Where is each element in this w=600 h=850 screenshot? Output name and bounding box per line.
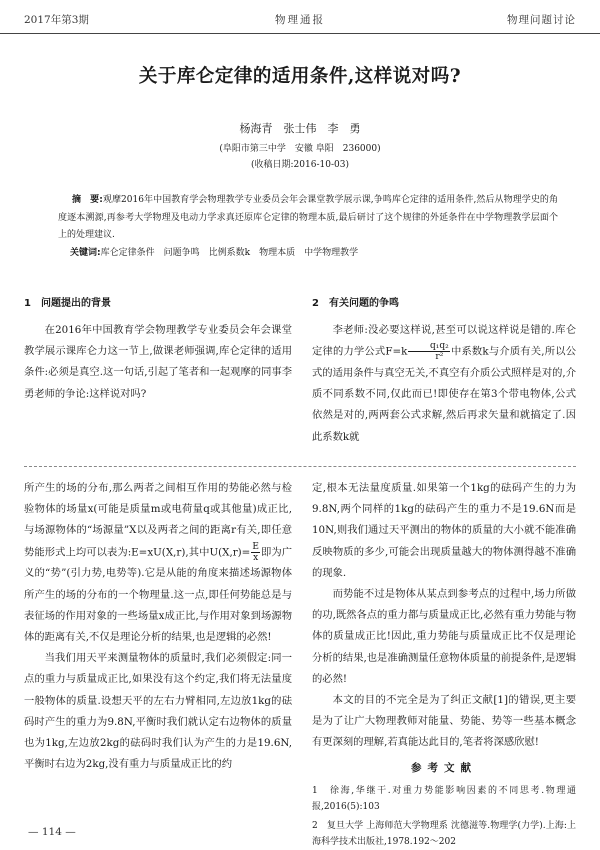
page-number: — 114 — [28, 826, 76, 838]
section-2-body [312, 320, 576, 448]
received-date: (收稿日期:2016-10-03) [251, 160, 349, 170]
abstract-text: 观摩2016年中国教育学会物理教学专业委员会年会课堂教学展示课,争鸣库仑定律的适用条件,然后从物理学史的角度逐本溯源,再参考大学物理及电动力学求真还原库仑定律的物理本质,最后研讨了这个规律的外延条件在中学物理教学层面个上的处理建议. [58, 195, 558, 240]
authors: 杨海青 张士伟 李 勇 [239, 122, 361, 135]
section-1-heading: 1 问题提出的背景 [24, 298, 111, 309]
reference-item: 2 复旦大学 上海师范大学物理系 沈德滋等.物理学(力学).上海:上海科学技术出版社,1978.192～202 [312, 820, 576, 847]
potential-paragraph [24, 478, 292, 648]
conclusion-paragraph: 本文的目的不完全是为了纠正文献[1]的错误,更主要是为了让广大物理教师对能量、势能、势等一些基本概念有更深刻的理解,若真能达此目的,笔者将深感欣慰! [312, 694, 576, 749]
references-heading: 参考文献 [411, 761, 477, 774]
affiliation: (阜阳市第三中学 安徽 阜阳 236000) [219, 144, 381, 154]
keywords [70, 245, 560, 258]
section-1-body [24, 320, 292, 405]
lower-left-column [24, 478, 292, 775]
article-title: 关于库仑定律的适用条件,这样说对吗? [138, 66, 462, 87]
potential-energy-paragraph: 而势能不过是物体从某点到参考点的过程中,场力所做的功,既然各点的重力都与质量成正比,必然有重力势能与物体的质量成正比!因此,重力势能与质量成正比不仅是理论分析的结果,也是准确测量任意物体质量的前提条件,是逻辑的必然! [312, 588, 576, 685]
journal-name: 物理通报 [275, 14, 325, 26]
section-2-paragraph [312, 320, 576, 448]
mass-paragraph: 定,根本无法量度质量.如果第一个1kg的砝码产生的力为9.8N,两个同样的1kg的砝码产生的重力不是19.6N而是10N,则我们通过天平测出的物体的质量的大小就不能准确反映物质的多少,可能会出现质量越大的物体测得越不准确的现象. [312, 482, 576, 579]
potential-denominator: x [253, 552, 259, 563]
fraction-denominator: r² [435, 352, 444, 363]
potential-text-b: 即为广义的“势”(引力势,电势等).它是从能的角度来描述场源物体所产生的场的分布的一个物理量.这一点,即任何势能总是与表征场的作用对象的一些场量x成正比,与作用对象到场源物体的距离有关,不仅是理论分析的结果,也是逻辑的必然! [24, 546, 293, 643]
header-rule [0, 33, 600, 34]
section-2-heading: 2 有关问题的争鸣 [312, 298, 399, 309]
lower-right-column [312, 478, 576, 850]
abstract [58, 192, 558, 245]
section-1-paragraph: 在2016年中国教育学会物理教学专业委员会年会课堂教学展示课库仑力这一节上,做课老师强调,库仑定律的适用条件:必须是真空.这一句话,引起了笔者和一起观摩的同事李勇老师的争论:这样说对吗? [24, 324, 292, 400]
potential-text-a: 所产生的场的分布,那么两者之间相互作用的势能必然与检验物体的场量x(可能是质量m或电荷量q或其他量)成正比,与场源物体的“场源量”X以及两者之间的距离r有关,即任意势能形式上均可以表为:E=xU(X,r),其中U(X,r)= [24, 482, 292, 559]
section-2-text-b: 中系数k与介质有关,所以公式的适用条件与真空无关,不真空有介质公式照样是对的,介质不同系数不同,仅此而已!即使存在第3个带电物体,公式依然是对的,两两套公式求解,然后再求矢量和就搞定了.因此系数k就 [312, 345, 577, 443]
abstract-label: 摘 要: [72, 195, 103, 205]
fraction-numerator: q₁q₂ [408, 341, 449, 352]
coulomb-fraction [408, 341, 449, 362]
keywords-label: 关键词: [70, 248, 101, 258]
section-label: 物理问题讨论 [507, 14, 576, 26]
balance-paragraph: 当我们用天平来测量物体的质量时,我们必须假定:同一点的重力与质量成正比,如果没有这个约定,我们将无法量度一般物体的质量.设想天平的左右力臂相同,左边放1kg的砝码时产生的重力为9.8N,平衡时我们就认定右边物体的质量也为1kg,左边放2kg的砝码时我们认为产生的力是19.6N,平衡时右边为2kg,没有重力与质量成正比的约 [24, 652, 292, 771]
potential-numerator: E [252, 541, 259, 552]
reference-item: 1 徐海,华继干.对重力势能影响因素的不同思考.物理通报,2016(5):103 [312, 785, 576, 812]
page-separator [24, 466, 576, 467]
section-2-text-a: 李老师:没必要这样说,甚至可以说这样说是错的.库仑定律的力学公式F=k [312, 324, 576, 358]
potential-fraction [251, 542, 260, 563]
keywords-text: 库仑定律条件 问题争鸣 比例系数k 物理本质 中学物理教学 [100, 248, 359, 258]
issue-label: 2017年第3期 [24, 14, 89, 26]
